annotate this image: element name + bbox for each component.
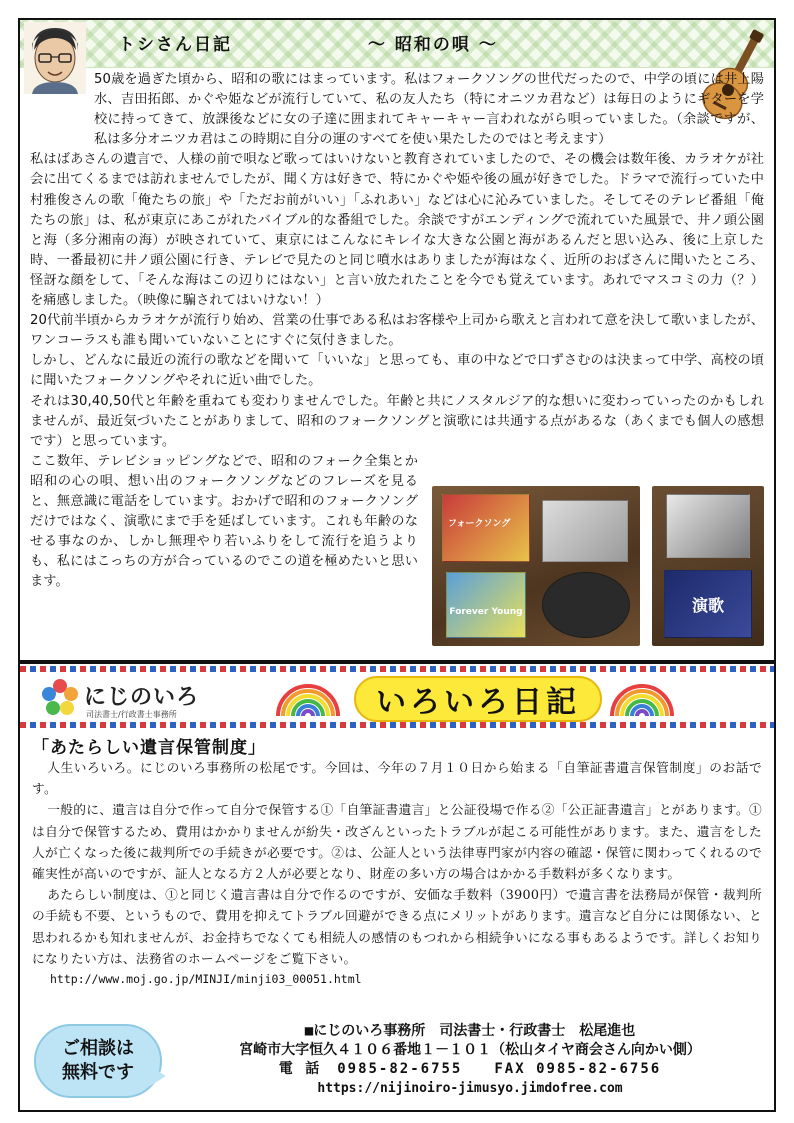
diary-paragraph: 私はばあさんの遺言で、人様の前で唄など歌ってはいけないと教育されていましたので、その機会は数年後、カラオケが社会に出てくるまでは訪れませんでしたが、聞く方は好きで、特にかぐや姫や後の風が好きでした。ドラマで流行っていた中村雅俊さんの歌「俺たちの旅」や「ただお前がいい」「ふれあい」などは心に沁みていました。そしてそのテレビ番組「俺たちの旅」は、私が東京にあこがれたバイブル的な番組でした。余談ですがエンディングで流れていた風景で、井ノ頭公園と海（多分湘南の海）が映されていて、東京にはこんなにキレイな大きな公園と海があるんだと思い込み、後に上京した時、一番最初に井ノ頭公園に行き、テレビで見たのと同じ噴水はありましたが海はなく、近所のおばさんに聞いたところ、怪訝な顔をして、「そんな海はこの辺りにはない」と言い放たれたことを今でも覚えています。あれでマスコミの力（？）を痛感しました。（映像に騙されてはいけない！） bbox=[30, 152, 764, 309]
diary-paragraph: 50歳を過ぎた頃から、昭和の歌にはまっています。私はフォークソングの世代だったので、中学の頃には井上陽水、吉田拓郎、かぐや姫などが流行していて、私の友人たち（特にオニツカ君など）は毎日のようにギターを学校に持ってきて、放課後などに女の子達に囲まれてキャーキャー言われながら唄っていました。（余談ですが、私は多分オニツカ君はこの時期に自分の運のすべてを使い果たしたのではと考えます） bbox=[94, 72, 764, 148]
nijiiro-logo bbox=[40, 676, 230, 722]
moj-url-link[interactable]: http://www.moj.go.jp/MINJI/minji03_00051.html bbox=[50, 972, 362, 987]
article-paragraph: 人生いろいろ。にじのいろ事務所の松尾です。今回は、今年の７月１０日から始まる「自筆証書遺言保管制度」のお話です。 bbox=[32, 760, 762, 797]
iroiro-diary-banner bbox=[354, 676, 602, 722]
bubble-line: ご相談は bbox=[62, 1038, 134, 1059]
decorative-stripe bbox=[20, 666, 774, 672]
article-body bbox=[32, 757, 762, 990]
bubble-line: 無料です bbox=[62, 1062, 134, 1083]
article-paragraph: あたらしい制度は、①と同じく遺言書は自分で作るのですが、安価な手数料（3900円）で遺言書を法務局が保管・裁判所の手続も不要、というもので、費用を抑えてトラブル回避ができる点にメリットがあります。遺言など自分には関係ない、と思われるかも知れませんが、お金持ちでなくても相続人の感情のもつれから相続争いになる事もあるようです。詳しくお知りになりたい方は、法務省のホームページをご覧下さい。 bbox=[32, 887, 762, 966]
cd-title: 演歌 bbox=[691, 595, 724, 615]
rainbow-icon bbox=[610, 676, 674, 716]
diary-paragraph: それは30,40,50代と年齢を重ねても変わりませんでした。年齢と共にノスタルジア的な想いに変わっていったのかもしれませんが、最近気づいたことがありまして、昭和のフォークソングと演歌には共通する点があるな（あくまでも個人の感想です）と思っています。 bbox=[30, 393, 764, 449]
diary-paragraph: しかし、どんなに最近の流行の歌などを聞いて「いいな」と思っても、車の中などで口ずさむのは決まって中学、高校の頃に聞いたフォークソングやそれに近い曲でした。 bbox=[30, 353, 764, 389]
diary-paragraph: ここ数年、テレビショッピングなどで、昭和のフォーク全集とか昭和の心の唄、想い出のフォークソングなどのフレーズを見ると、無意識に電話をしています。おかげで昭和のフォークソングだけではなく、演歌にまで手を延ばしています。これも年齢のなせる事なのか、しかし無理やり若いふりをして流行を追うよりも、私にはこっちの方が合っているのでこの道を極めたいと思います。 bbox=[30, 453, 418, 590]
diary-paragraph: 20代前半頃からカラオケが流行り始め、営業の仕事である私はお客様や上司から歌えと言われて意を決して歌いましたが、ワンコーラスも誰も聞いていないことにすぐに気付きました。 bbox=[30, 313, 764, 349]
bubble-tail bbox=[150, 1066, 166, 1086]
article-heading: 「あたらしい遺言保管制度」 bbox=[32, 738, 266, 758]
office-address: 宮崎市大字恒久４１０６番地１－１０１（松山タイヤ商会さん向かい側） bbox=[239, 1042, 701, 1058]
diary-subtitle: ～ 昭和の唄 ～ bbox=[368, 35, 498, 55]
cd-title: フォークソング bbox=[448, 519, 511, 529]
enka-cd-photo bbox=[652, 486, 764, 646]
flower-logo-icon bbox=[40, 678, 80, 718]
office-name: ■にじのいろ事務所 司法書士・行政書士 松尾進也 bbox=[304, 1023, 636, 1039]
logo-name: にじのいろ bbox=[84, 685, 200, 710]
cd-title: Forever Young bbox=[449, 607, 523, 617]
free-consultation-bubble bbox=[34, 1024, 162, 1098]
diary-title: トシさん日記 bbox=[118, 35, 232, 55]
article-paragraph: 一般的に、遺言は自分で作って自分で保管する①「自筆証書遺言」と公証役場で作る②「公正証書遺言」とがあります。①は自分で保管するため、費用はかかりませんが紛失・改ざんといったトラブルが起こる可能性があります。また、遺言をした人が亡くなった後に裁判所での手続きが必要です。②は、公証人という法律専門家が内容の確認・保管に関わってくれるので確実性が高いのですが、証人となる方２人が必要となり、財産の多い方の場合はかかる手数料が多くなります。 bbox=[32, 802, 762, 882]
cd-collection-photo bbox=[432, 486, 640, 646]
rainbow-icon bbox=[276, 676, 340, 716]
office-contact-block bbox=[180, 1022, 760, 1098]
section-divider bbox=[18, 660, 776, 664]
office-website-link[interactable]: https://nijinoiro-jimusyo.jimdofree.com bbox=[317, 1081, 623, 1096]
logo-subtitle: 司法書士/行政書士事務所 bbox=[86, 710, 177, 719]
office-phone-fax: 電 話 0985-82-6755 FAX 0985-82-6756 bbox=[278, 1061, 662, 1077]
decorative-stripe bbox=[20, 722, 774, 728]
banner-title: いろいろ日記 bbox=[376, 685, 580, 720]
